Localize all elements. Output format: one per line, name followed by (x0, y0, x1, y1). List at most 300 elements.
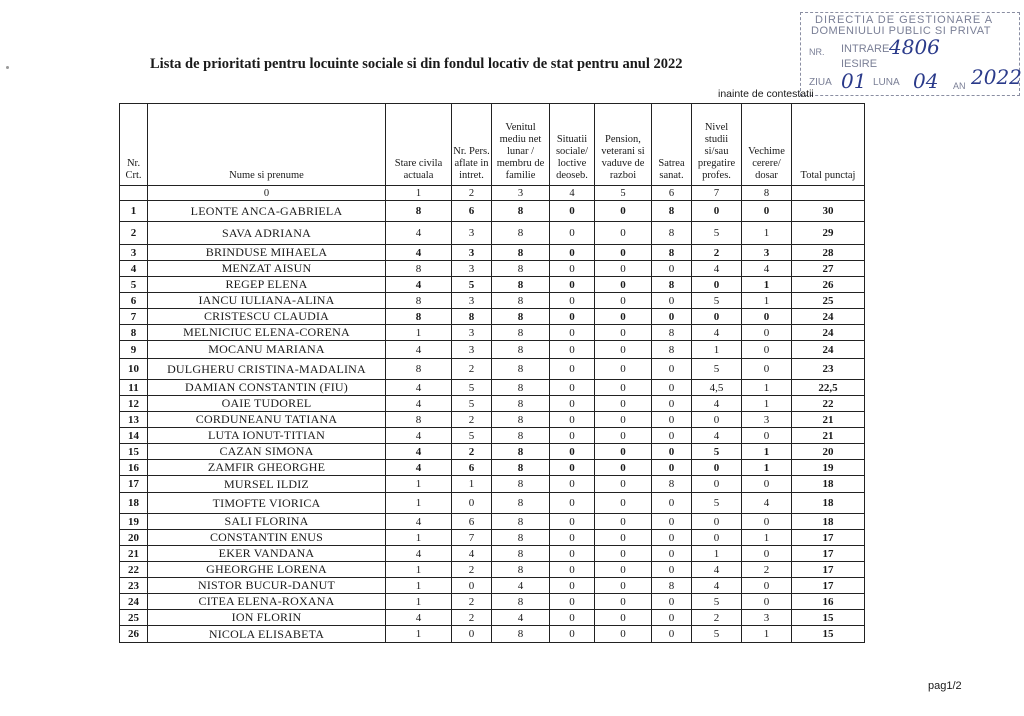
cell-stare: 4 (386, 444, 452, 460)
cell-stare: 4 (386, 396, 452, 412)
cell-vechime: 1 (742, 277, 792, 293)
cell-stare: 4 (386, 460, 452, 476)
cell-nivel: 0 (692, 476, 742, 493)
cell-situatii: 0 (550, 222, 595, 245)
cell-vechime: 0 (742, 594, 792, 610)
cell-name: CAZAN SIMONA (148, 444, 386, 460)
cell-satrea: 0 (652, 261, 692, 277)
cell-name: IANCU IULIANA-ALINA (148, 293, 386, 309)
cell-nivel: 0 (692, 514, 742, 530)
cell-nivel: 0 (692, 412, 742, 428)
cell-nr: 23 (120, 578, 148, 594)
cell-venit: 8 (492, 546, 550, 562)
cell-stare: 1 (386, 493, 452, 514)
cell-vechime: 2 (742, 562, 792, 578)
cell-nivel: 0 (692, 277, 742, 293)
cell-nr: 12 (120, 396, 148, 412)
cell-vechime: 1 (742, 444, 792, 460)
cell-situatii: 0 (550, 546, 595, 562)
cell-vechime: 1 (742, 530, 792, 546)
table-row (120, 530, 865, 546)
table-row (120, 460, 865, 476)
registration-stamp (800, 12, 1020, 96)
table-row (120, 493, 865, 514)
col-situatii: Situatii sociale/ loctive deoseb. (550, 104, 595, 186)
cell-venit: 8 (492, 380, 550, 396)
cell-nr: 22 (120, 562, 148, 578)
cell-venit: 8 (492, 493, 550, 514)
table-row (120, 428, 865, 444)
cell-vechime: 0 (742, 341, 792, 359)
cell-pers: 0 (452, 626, 492, 643)
cell-venit: 8 (492, 261, 550, 277)
cell-vechime: 0 (742, 309, 792, 325)
stamp-luna-value: 04 (913, 69, 939, 93)
cell-stare: 4 (386, 380, 452, 396)
cell-venit: 8 (492, 277, 550, 293)
stamp-luna-label: LUNA (873, 77, 900, 88)
cell-total: 21 (792, 412, 865, 428)
pre-contest-note: inainte de contestatii (718, 88, 814, 100)
cell-pension: 0 (595, 341, 652, 359)
cell-total: 29 (792, 222, 865, 245)
cell-pension: 0 (595, 562, 652, 578)
cell-stare: 1 (386, 530, 452, 546)
cell-pension: 0 (595, 309, 652, 325)
cell-nr: 13 (120, 412, 148, 428)
cell-satrea: 0 (652, 530, 692, 546)
cell-situatii: 0 (550, 341, 595, 359)
cell-satrea: 8 (652, 476, 692, 493)
stamp-line-2: DOMENIULUI PUBLIC SI PRIVAT (811, 25, 991, 37)
table-row (120, 412, 865, 428)
cell-satrea: 0 (652, 594, 692, 610)
cell-name: DULGHERU CRISTINA-MADALINA (148, 359, 386, 380)
cell-nr: 19 (120, 514, 148, 530)
cell-satrea: 0 (652, 460, 692, 476)
cell-vechime: 4 (742, 493, 792, 514)
cell-pension: 0 (595, 245, 652, 261)
table-row (120, 578, 865, 594)
cell-total: 27 (792, 261, 865, 277)
cell-nr: 21 (120, 546, 148, 562)
cell-total: 18 (792, 476, 865, 493)
cell-vechime: 1 (742, 222, 792, 245)
index-cell: 2 (452, 186, 492, 201)
cell-satrea: 0 (652, 562, 692, 578)
cell-venit: 8 (492, 530, 550, 546)
cell-pers: 5 (452, 396, 492, 412)
cell-pension: 0 (595, 546, 652, 562)
cell-pension: 0 (595, 460, 652, 476)
cell-pension: 0 (595, 444, 652, 460)
cell-satrea: 8 (652, 222, 692, 245)
cell-satrea: 0 (652, 626, 692, 643)
cell-pers: 0 (452, 493, 492, 514)
cell-pension: 0 (595, 610, 652, 626)
cell-pers: 3 (452, 245, 492, 261)
col-vechime: Vechime cerere/ dosar (742, 104, 792, 186)
cell-situatii: 0 (550, 530, 595, 546)
cell-satrea: 0 (652, 293, 692, 309)
cell-venit: 8 (492, 460, 550, 476)
cell-total: 17 (792, 530, 865, 546)
cell-satrea: 8 (652, 201, 692, 222)
cell-vechime: 1 (742, 626, 792, 643)
cell-nr: 7 (120, 309, 148, 325)
table-row (120, 546, 865, 562)
cell-pers: 6 (452, 514, 492, 530)
table-row (120, 626, 865, 643)
cell-situatii: 0 (550, 245, 595, 261)
col-nr: Nr. Crt. (120, 104, 148, 186)
cell-vechime: 1 (742, 293, 792, 309)
col-nivel: Nivel studii si/sau pregatire profes. (692, 104, 742, 186)
cell-satrea: 0 (652, 493, 692, 514)
priority-table (119, 103, 865, 643)
col-satrea: Satrea sanat. (652, 104, 692, 186)
cell-name: DAMIAN CONSTANTIN (FIU) (148, 380, 386, 396)
cell-situatii: 0 (550, 293, 595, 309)
index-cell (120, 186, 148, 201)
cell-total: 24 (792, 325, 865, 341)
table-row (120, 341, 865, 359)
cell-total: 15 (792, 626, 865, 643)
cell-total: 22,5 (792, 380, 865, 396)
cell-nr: 15 (120, 444, 148, 460)
document-title: Lista de prioritati pentru locuinte sociale si din fondul locativ de stat pentru anul 2022 (150, 56, 683, 72)
index-cell: 6 (652, 186, 692, 201)
cell-vechime: 0 (742, 201, 792, 222)
cell-pers: 3 (452, 222, 492, 245)
cell-nivel: 0 (692, 309, 742, 325)
cell-pers: 3 (452, 261, 492, 277)
cell-nivel: 4,5 (692, 380, 742, 396)
cell-nr: 6 (120, 293, 148, 309)
cell-stare: 4 (386, 245, 452, 261)
cell-vechime: 3 (742, 412, 792, 428)
cell-pension: 0 (595, 476, 652, 493)
cell-pers: 5 (452, 277, 492, 293)
cell-situatii: 0 (550, 444, 595, 460)
col-stare: Stare civila actuala (386, 104, 452, 186)
cell-stare: 4 (386, 546, 452, 562)
cell-name: OAIE TUDOREL (148, 396, 386, 412)
cell-pension: 0 (595, 530, 652, 546)
cell-stare: 1 (386, 626, 452, 643)
stamp-nr-value: 4806 (889, 35, 940, 59)
table-row (120, 277, 865, 293)
cell-situatii: 0 (550, 201, 595, 222)
cell-nivel: 5 (692, 594, 742, 610)
cell-nivel: 4 (692, 396, 742, 412)
cell-nr: 9 (120, 341, 148, 359)
table-row (120, 380, 865, 396)
cell-name: NICOLA ELISABETA (148, 626, 386, 643)
cell-vechime: 0 (742, 578, 792, 594)
cell-stare: 8 (386, 412, 452, 428)
table-row (120, 610, 865, 626)
cell-stare: 4 (386, 222, 452, 245)
cell-situatii: 0 (550, 514, 595, 530)
cell-pension: 0 (595, 277, 652, 293)
cell-nr: 24 (120, 594, 148, 610)
index-cell: 5 (595, 186, 652, 201)
cell-name: ZAMFIR GHEORGHE (148, 460, 386, 476)
cell-venit: 8 (492, 476, 550, 493)
cell-nivel: 0 (692, 460, 742, 476)
cell-total: 19 (792, 460, 865, 476)
cell-situatii: 0 (550, 626, 595, 643)
cell-situatii: 0 (550, 578, 595, 594)
stamp-ziua-value: 01 (841, 69, 867, 93)
cell-total: 23 (792, 359, 865, 380)
cell-situatii: 0 (550, 325, 595, 341)
cell-nr: 16 (120, 460, 148, 476)
cell-nivel: 4 (692, 261, 742, 277)
page-number: pag1/2 (928, 680, 962, 692)
cell-pers: 0 (452, 578, 492, 594)
cell-nivel: 4 (692, 428, 742, 444)
cell-nivel: 5 (692, 293, 742, 309)
stamp-ziua-label: ZIUA (809, 77, 832, 88)
cell-stare: 4 (386, 341, 452, 359)
cell-nivel: 4 (692, 325, 742, 341)
cell-pers: 2 (452, 359, 492, 380)
cell-total: 20 (792, 444, 865, 460)
cell-venit: 8 (492, 626, 550, 643)
cell-nr: 10 (120, 359, 148, 380)
cell-situatii: 0 (550, 359, 595, 380)
cell-pers: 5 (452, 380, 492, 396)
cell-pers: 3 (452, 341, 492, 359)
cell-stare: 8 (386, 293, 452, 309)
cell-situatii: 0 (550, 493, 595, 514)
cell-pers: 1 (452, 476, 492, 493)
cell-venit: 8 (492, 412, 550, 428)
cell-pers: 2 (452, 594, 492, 610)
cell-situatii: 0 (550, 476, 595, 493)
cell-name: LUTA IONUT-TITIAN (148, 428, 386, 444)
cell-situatii: 0 (550, 610, 595, 626)
cell-satrea: 0 (652, 380, 692, 396)
cell-nivel: 5 (692, 493, 742, 514)
table-row (120, 444, 865, 460)
cell-vechime: 0 (742, 359, 792, 380)
cell-venit: 4 (492, 610, 550, 626)
cell-nivel: 0 (692, 201, 742, 222)
cell-pension: 0 (595, 201, 652, 222)
cell-pension: 0 (595, 428, 652, 444)
cell-venit: 8 (492, 514, 550, 530)
cell-total: 17 (792, 578, 865, 594)
cell-nr: 25 (120, 610, 148, 626)
cell-vechime: 0 (742, 546, 792, 562)
table-row (120, 309, 865, 325)
cell-vechime: 4 (742, 261, 792, 277)
cell-name: CITEA ELENA-ROXANA (148, 594, 386, 610)
cell-nr: 4 (120, 261, 148, 277)
cell-pers: 3 (452, 325, 492, 341)
cell-total: 30 (792, 201, 865, 222)
cell-vechime: 0 (742, 514, 792, 530)
cell-satrea: 8 (652, 245, 692, 261)
cell-satrea: 0 (652, 396, 692, 412)
table-row (120, 594, 865, 610)
stamp-iesire: IESIRE (841, 58, 878, 70)
cell-name: MELNICIUC ELENA-CORENA (148, 325, 386, 341)
cell-pers: 4 (452, 546, 492, 562)
cell-satrea: 0 (652, 359, 692, 380)
cell-satrea: 0 (652, 444, 692, 460)
cell-nivel: 2 (692, 245, 742, 261)
cell-venit: 8 (492, 444, 550, 460)
cell-total: 25 (792, 293, 865, 309)
cell-nr: 14 (120, 428, 148, 444)
index-cell: 4 (550, 186, 595, 201)
cell-venit: 8 (492, 341, 550, 359)
cell-satrea: 8 (652, 578, 692, 594)
cell-stare: 8 (386, 261, 452, 277)
cell-pers: 2 (452, 444, 492, 460)
cell-nr: 18 (120, 493, 148, 514)
col-total: Total punctaj (792, 104, 865, 186)
cell-total: 22 (792, 396, 865, 412)
cell-pension: 0 (595, 293, 652, 309)
cell-pers: 8 (452, 309, 492, 325)
cell-pers: 6 (452, 460, 492, 476)
table-row (120, 359, 865, 380)
cell-pension: 0 (595, 396, 652, 412)
cell-satrea: 8 (652, 277, 692, 293)
cell-venit: 8 (492, 293, 550, 309)
cell-stare: 1 (386, 594, 452, 610)
table-row (120, 245, 865, 261)
col-pension: Pension, veterani si vaduve de razboi (595, 104, 652, 186)
cell-pension: 0 (595, 222, 652, 245)
cell-situatii: 0 (550, 428, 595, 444)
cell-vechime: 1 (742, 460, 792, 476)
cell-pension: 0 (595, 325, 652, 341)
stamp-line-1: DIRECTIA DE GESTIONARE A (815, 14, 994, 26)
cell-nivel: 1 (692, 341, 742, 359)
cell-name: SALI FLORINA (148, 514, 386, 530)
cell-name: REGEP ELENA (148, 277, 386, 293)
cell-satrea: 8 (652, 325, 692, 341)
cell-name: NISTOR BUCUR-DANUT (148, 578, 386, 594)
cell-nivel: 0 (692, 530, 742, 546)
table-row (120, 222, 865, 245)
cell-pension: 0 (595, 261, 652, 277)
stamp-an-value: 2022 (971, 65, 1022, 89)
cell-pers: 2 (452, 412, 492, 428)
cell-total: 16 (792, 594, 865, 610)
cell-venit: 4 (492, 578, 550, 594)
cell-venit: 8 (492, 222, 550, 245)
cell-stare: 1 (386, 325, 452, 341)
cell-stare: 8 (386, 309, 452, 325)
stamp-nr-label: NR. (809, 47, 825, 57)
cell-name: CRISTESCU CLAUDIA (148, 309, 386, 325)
cell-stare: 4 (386, 514, 452, 530)
cell-pension: 0 (595, 380, 652, 396)
cell-vechime: 1 (742, 380, 792, 396)
col-pers: Nr. Pers. aflate in intret. (452, 104, 492, 186)
table-row (120, 293, 865, 309)
cell-vechime: 0 (742, 476, 792, 493)
cell-nr: 11 (120, 380, 148, 396)
index-row (120, 186, 865, 201)
cell-nr: 17 (120, 476, 148, 493)
cell-nivel: 4 (692, 562, 742, 578)
cell-situatii: 0 (550, 261, 595, 277)
header-row (120, 104, 865, 186)
cell-nr: 1 (120, 201, 148, 222)
cell-total: 17 (792, 546, 865, 562)
cell-pers: 2 (452, 562, 492, 578)
cell-nivel: 5 (692, 359, 742, 380)
cell-stare: 4 (386, 277, 452, 293)
cell-pension: 0 (595, 493, 652, 514)
cell-pension: 0 (595, 578, 652, 594)
cell-pers: 6 (452, 201, 492, 222)
cell-venit: 8 (492, 201, 550, 222)
cell-name: MENZAT AISUN (148, 261, 386, 277)
cell-nr: 3 (120, 245, 148, 261)
cell-name: BRINDUSE MIHAELA (148, 245, 386, 261)
cell-name: SAVA ADRIANA (148, 222, 386, 245)
cell-nivel: 1 (692, 546, 742, 562)
cell-total: 17 (792, 562, 865, 578)
table-body (120, 201, 865, 643)
index-cell: 8 (742, 186, 792, 201)
cell-venit: 8 (492, 245, 550, 261)
cell-vechime: 3 (742, 610, 792, 626)
table-row (120, 396, 865, 412)
cell-name: GHEORGHE LORENA (148, 562, 386, 578)
cell-nivel: 4 (692, 578, 742, 594)
cell-stare: 1 (386, 578, 452, 594)
cell-satrea: 0 (652, 546, 692, 562)
cell-vechime: 0 (742, 428, 792, 444)
cell-pension: 0 (595, 514, 652, 530)
cell-total: 26 (792, 277, 865, 293)
cell-pers: 2 (452, 610, 492, 626)
cell-vechime: 0 (742, 325, 792, 341)
cell-total: 24 (792, 309, 865, 325)
cell-name: EKER VANDANA (148, 546, 386, 562)
cell-name: TIMOFTE VIORICA (148, 493, 386, 514)
cell-satrea: 0 (652, 412, 692, 428)
cell-stare: 1 (386, 562, 452, 578)
cell-venit: 8 (492, 594, 550, 610)
table-row (120, 476, 865, 493)
cell-stare: 4 (386, 428, 452, 444)
cell-pers: 7 (452, 530, 492, 546)
cell-pension: 0 (595, 412, 652, 428)
cell-total: 21 (792, 428, 865, 444)
cell-pers: 5 (452, 428, 492, 444)
index-cell: 3 (492, 186, 550, 201)
cell-venit: 8 (492, 325, 550, 341)
cell-name: ION FLORIN (148, 610, 386, 626)
cell-name: MURSEL ILDIZ (148, 476, 386, 493)
cell-nr: 2 (120, 222, 148, 245)
cell-nivel: 2 (692, 610, 742, 626)
table-row (120, 201, 865, 222)
index-cell (792, 186, 865, 201)
cell-nr: 8 (120, 325, 148, 341)
